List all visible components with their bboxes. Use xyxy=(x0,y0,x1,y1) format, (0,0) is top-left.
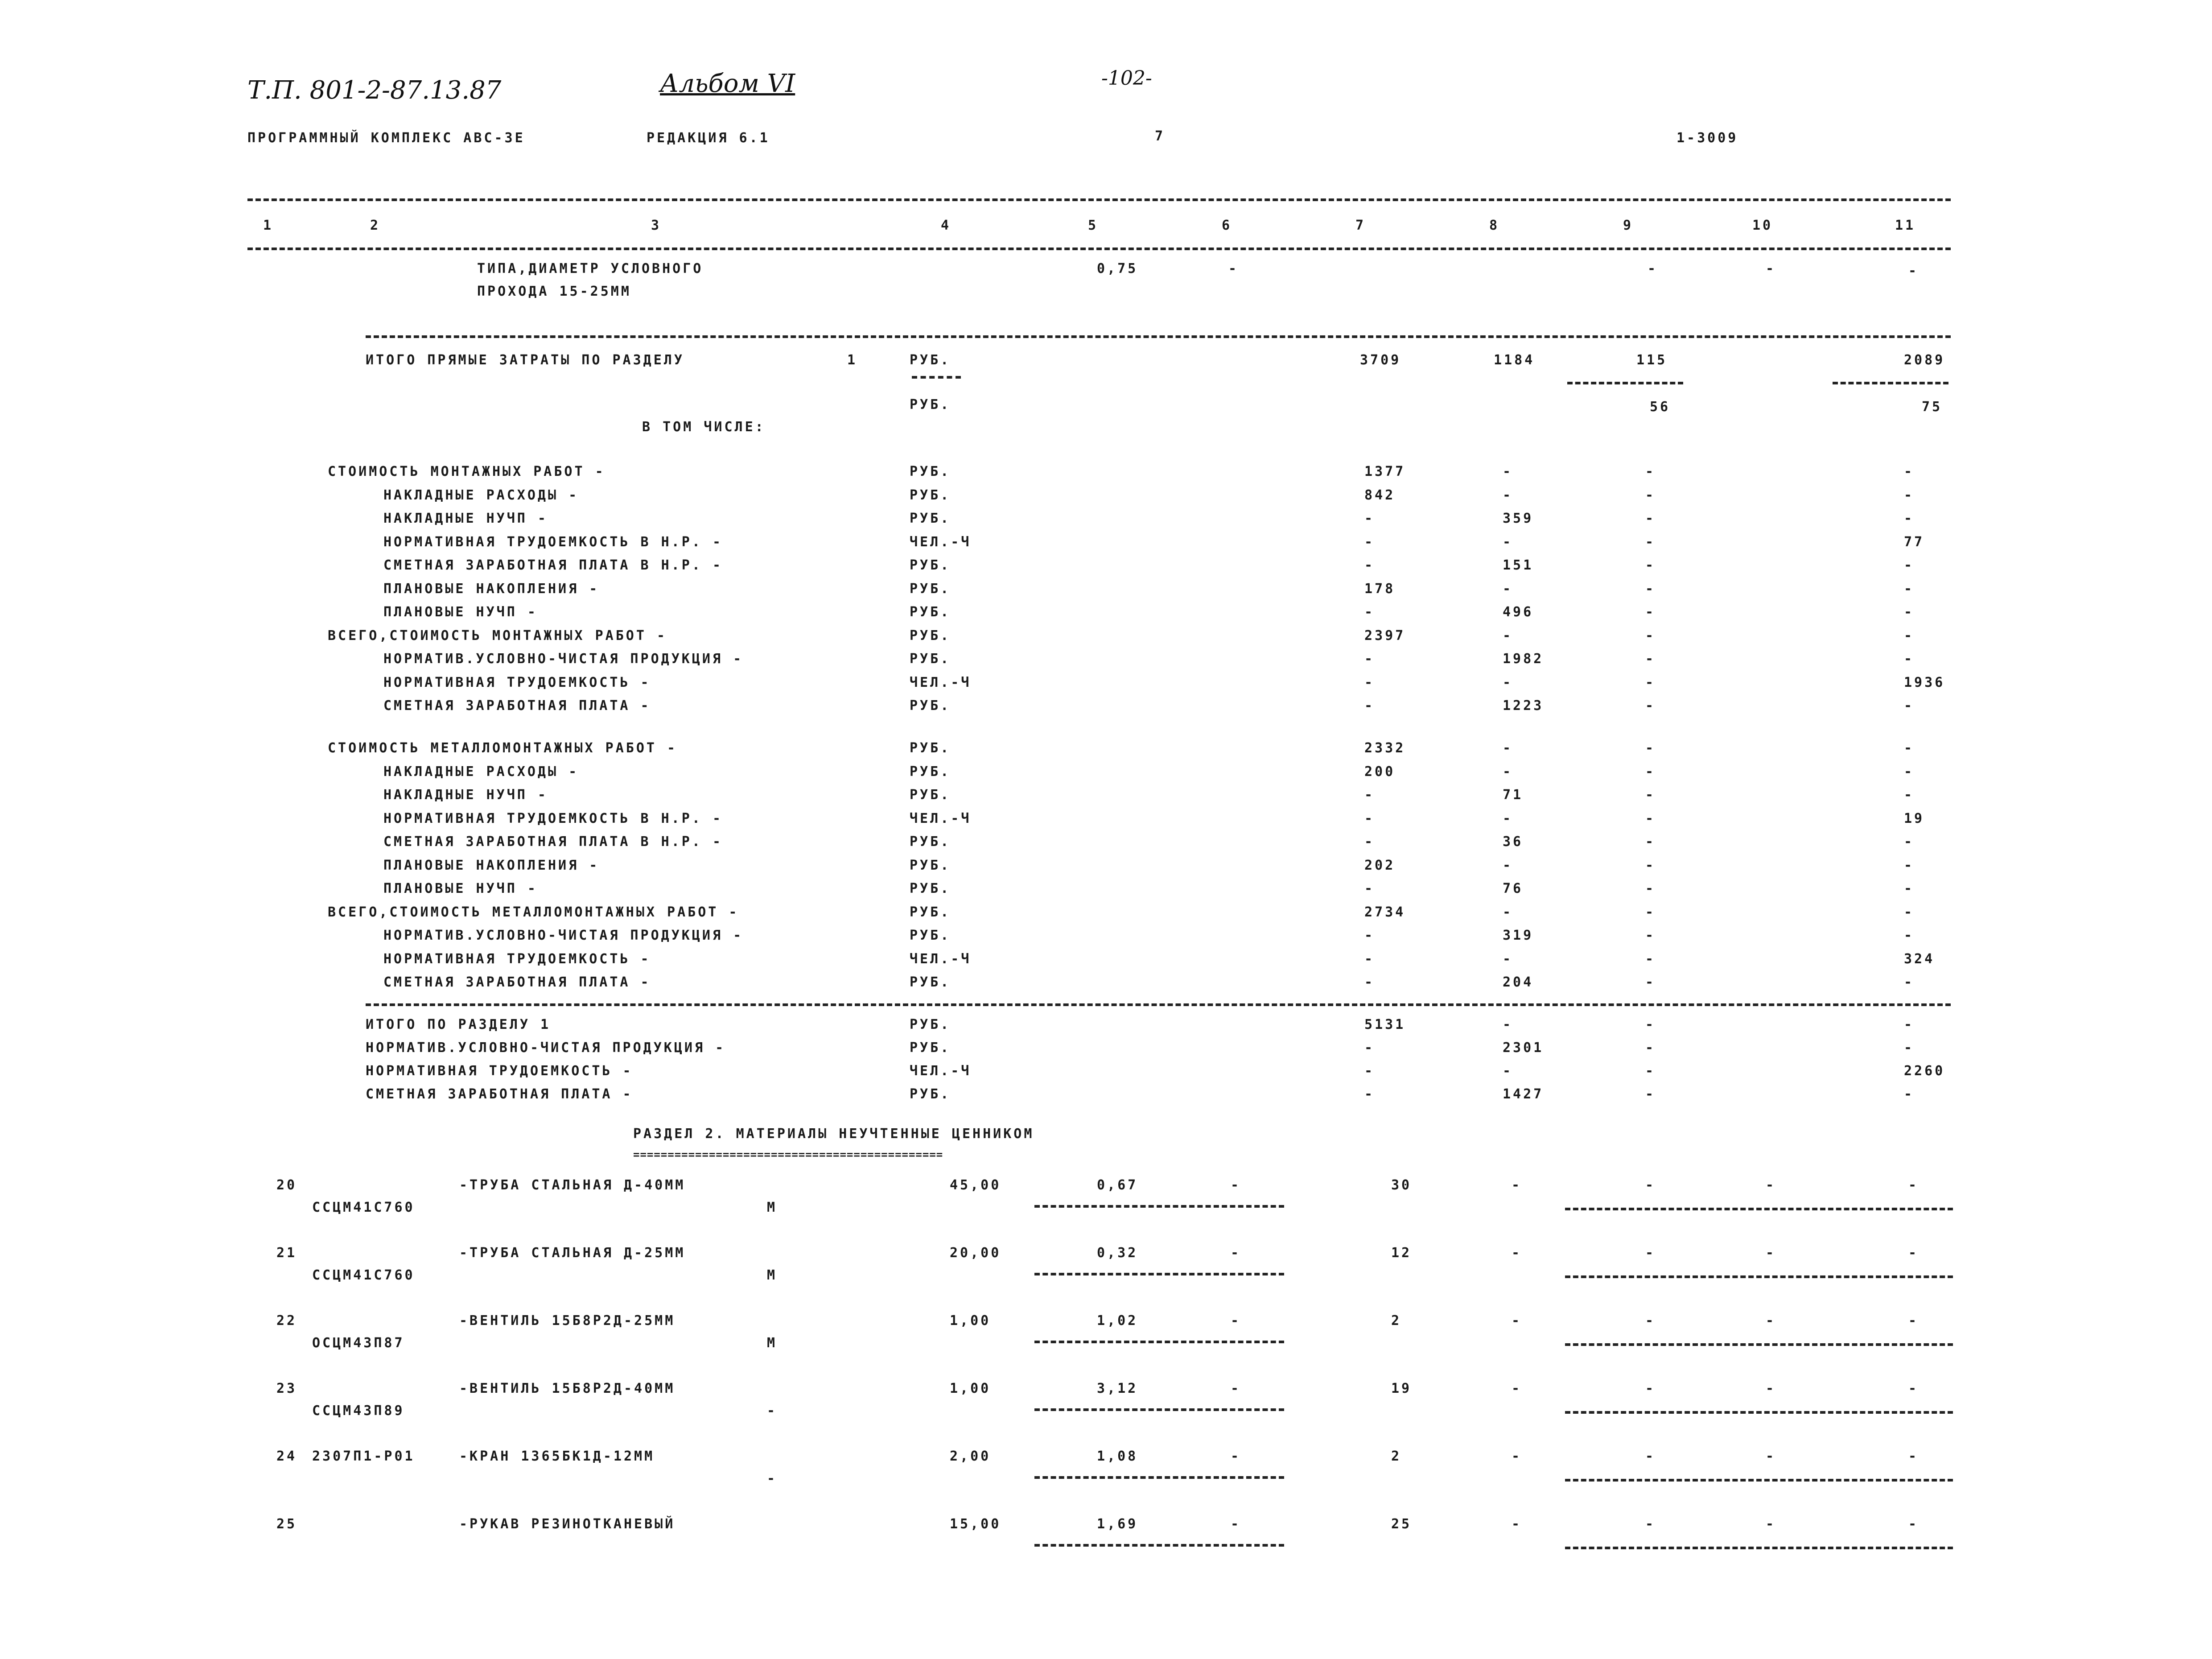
cost-row-c8: 76 xyxy=(1503,881,1524,896)
cost-row-label: НОРМАТИВНАЯ ТРУДОЕМКОСТЬ - xyxy=(383,674,651,690)
header-rule-top xyxy=(247,198,1951,201)
material-c9-dash: - xyxy=(1645,1245,1656,1261)
section-total-c8: - xyxy=(1503,1063,1513,1079)
cost-row-label: НОРМАТИВНАЯ ТРУДОЕМКОСТЬ В Н.Р. - xyxy=(383,534,723,550)
material-unit: М xyxy=(767,1267,778,1283)
total-direct-unit: РУБ. xyxy=(910,352,951,368)
material-price-rule xyxy=(1034,1544,1284,1547)
cost-row-c7: - xyxy=(1364,511,1375,526)
cost-row-label: НАКЛАДНЫЕ РАСХОДЫ - xyxy=(383,487,579,503)
material-c7: 2 xyxy=(1391,1313,1402,1329)
material-c10-dash: - xyxy=(1766,1516,1776,1532)
column-header-6: 6 xyxy=(1222,218,1232,233)
cost-row-c7: - xyxy=(1364,810,1375,826)
cost-row-c9: - xyxy=(1645,674,1656,690)
material-c7: 19 xyxy=(1391,1381,1412,1396)
cost-row-c11: 19 xyxy=(1904,810,1925,826)
cost-row-unit: РУБ. xyxy=(910,740,951,756)
material-c6: - xyxy=(1231,1245,1241,1261)
cost-row-c8: - xyxy=(1503,810,1513,826)
total-direct-c8: 1184 xyxy=(1494,352,1535,368)
material-name: -РУКАВ РЕЗИНОТКАНЕВЫЙ xyxy=(459,1516,676,1532)
cost-row-c11: - xyxy=(1904,604,1915,620)
cost-row-c7: - xyxy=(1364,557,1375,573)
material-c8: - xyxy=(1512,1177,1522,1193)
material-name: -ТРУБА СТАЛЬНАЯ Д-40ММ xyxy=(459,1177,686,1193)
section-total-unit: ЧЕЛ.-Ч xyxy=(910,1063,972,1079)
total-c11-rule xyxy=(1833,382,1948,384)
cost-row-c8: 1982 xyxy=(1503,651,1544,667)
total-direct-c9: 115 xyxy=(1636,352,1668,368)
cost-row-c7: - xyxy=(1364,974,1375,990)
section-total-c11: - xyxy=(1904,1040,1915,1056)
material-c9-dash: - xyxy=(1645,1449,1656,1464)
cost-row-label: СМЕТНАЯ ЗАРАБОТНАЯ ПЛАТА - xyxy=(383,698,651,714)
cost-row-c11: - xyxy=(1904,511,1915,526)
cost-row-c9: - xyxy=(1645,834,1656,850)
cost-row-c7: 178 xyxy=(1364,581,1396,597)
print-mark: 7 xyxy=(1155,128,1166,144)
material-num: 24 xyxy=(276,1449,297,1464)
material-code: ССЦМ41С760 xyxy=(312,1200,415,1215)
material-price: 3,12 xyxy=(1097,1381,1138,1396)
cost-row-c9: - xyxy=(1645,881,1656,896)
print-code: 1-3009 xyxy=(1677,130,1738,146)
cost-row-c7: - xyxy=(1364,787,1375,803)
cost-row-label: ПЛАНОВЫЕ НАКОПЛЕНИЯ - xyxy=(383,581,600,597)
cost-row-unit: РУБ. xyxy=(910,881,951,896)
material-price: 0,32 xyxy=(1097,1245,1138,1261)
cost-row-unit: РУБ. xyxy=(910,904,951,920)
material-c7: 25 xyxy=(1391,1516,1412,1532)
material-c10-dash: - xyxy=(1766,1245,1776,1261)
cost-row-label: НАКЛАДНЫЕ НУЧП - xyxy=(383,787,548,803)
top-item-c5: 0,75 xyxy=(1097,261,1138,276)
material-price-rule xyxy=(1034,1476,1284,1479)
cost-row-c9: - xyxy=(1645,951,1656,967)
cost-row-label: НОРМАТИВНАЯ ТРУДОЕМКОСТЬ - xyxy=(383,951,651,967)
material-num: 21 xyxy=(276,1245,297,1261)
section-total-c9: - xyxy=(1645,1086,1656,1102)
cost-row-c11: - xyxy=(1904,928,1915,943)
material-unit: - xyxy=(767,1471,778,1486)
material-unit: М xyxy=(767,1335,778,1351)
cost-row-unit: ЧЕЛ.-Ч xyxy=(910,810,972,826)
page-number: -102- xyxy=(1101,67,1152,90)
material-c11-dash: - xyxy=(1908,1449,1919,1464)
material-c6: - xyxy=(1231,1516,1241,1532)
cost-row-c11: 77 xyxy=(1904,534,1925,550)
cost-row-unit: РУБ. xyxy=(910,787,951,803)
cost-row-c7: 2734 xyxy=(1364,904,1406,920)
cost-row-label: СМЕТНАЯ ЗАРАБОТНАЯ ПЛАТА В Н.Р. - xyxy=(383,834,723,850)
cost-row-unit: РУБ. xyxy=(910,464,951,479)
cost-row-c11: - xyxy=(1904,464,1915,479)
section-total-c11: - xyxy=(1904,1086,1915,1102)
cost-row-unit: РУБ. xyxy=(910,651,951,667)
column-header-8: 8 xyxy=(1489,218,1500,233)
material-c11-dash: - xyxy=(1908,1245,1919,1261)
cost-row-c8: 204 xyxy=(1503,974,1534,990)
column-header-11: 11 xyxy=(1895,218,1916,233)
cost-row-label: ПЛАНОВЫЕ НУЧП - xyxy=(383,881,538,896)
total-unit-rule xyxy=(912,376,961,379)
section-total-label: НОРМАТИВНАЯ ТРУДОЕМКОСТЬ - xyxy=(366,1063,633,1079)
doc-code: Т.П. 801-2-87.13.87 xyxy=(247,76,502,105)
cost-row-unit: РУБ. xyxy=(910,698,951,714)
cost-row-c9: - xyxy=(1645,974,1656,990)
cost-row-unit: РУБ. xyxy=(910,487,951,503)
cost-row-c7: 200 xyxy=(1364,763,1396,780)
cost-row-c8: 1223 xyxy=(1503,698,1544,714)
section-total-c11: 2260 xyxy=(1904,1063,1945,1079)
cost-row-c8: 151 xyxy=(1503,557,1534,573)
material-qty: 45,00 xyxy=(950,1177,1001,1193)
material-qty: 15,00 xyxy=(950,1516,1001,1532)
cost-row-c7: - xyxy=(1364,951,1375,967)
material-c6: - xyxy=(1231,1313,1241,1329)
material-code: ССЦМ41С760 xyxy=(312,1267,415,1283)
cost-row-c7: - xyxy=(1364,534,1375,550)
material-c11-dash: - xyxy=(1908,1177,1919,1193)
top-item-c11: - xyxy=(1908,263,1919,279)
cost-row-c7: - xyxy=(1364,674,1375,690)
cost-row-unit: РУБ. xyxy=(910,763,951,780)
material-c6: - xyxy=(1231,1177,1241,1193)
cost-row-c11: - xyxy=(1904,651,1915,667)
cost-row-c8: 36 xyxy=(1503,834,1524,850)
material-price: 0,67 xyxy=(1097,1177,1138,1193)
section2-underline: ============================================= xyxy=(633,1148,943,1161)
material-num: 20 xyxy=(276,1177,297,1193)
total-direct-section: 1 xyxy=(847,352,858,368)
total-c9-rule xyxy=(1567,382,1683,384)
cost-row-c9: - xyxy=(1645,534,1656,550)
material-c8: - xyxy=(1512,1449,1522,1464)
cost-row-c11: - xyxy=(1904,857,1915,873)
cost-row-c11: - xyxy=(1904,581,1915,597)
material-right-rule xyxy=(1565,1479,1953,1482)
cost-row-c11: - xyxy=(1904,834,1915,850)
cost-row-c11: 1936 xyxy=(1904,674,1945,690)
cost-row-c8: - xyxy=(1503,763,1513,780)
section2-title: РАЗДЕЛ 2. МАТЕРИАЛЫ НЕУЧТЕННЫЕ ЦЕННИКОМ xyxy=(633,1126,1034,1142)
cost-row-c7: - xyxy=(1364,881,1375,896)
material-price: 1,02 xyxy=(1097,1313,1138,1329)
cost-row-c8: 71 xyxy=(1503,787,1524,803)
cost-row-c8: - xyxy=(1503,464,1513,479)
cost-row-c11: - xyxy=(1904,904,1915,920)
cost-row-c9: - xyxy=(1645,581,1656,597)
material-right-rule xyxy=(1565,1208,1953,1210)
cost-row-c7: - xyxy=(1364,698,1375,714)
cost-row-c9: - xyxy=(1645,604,1656,620)
cost-row-c9: - xyxy=(1645,651,1656,667)
cost-row-label: НОРМАТИВНАЯ ТРУДОЕМКОСТЬ В Н.Р. - xyxy=(383,810,723,826)
material-c9-dash: - xyxy=(1645,1177,1656,1193)
section-total-label: СМЕТНАЯ ЗАРАБОТНАЯ ПЛАТА - xyxy=(366,1086,633,1102)
material-price: 1,08 xyxy=(1097,1449,1138,1464)
cost-row-label: СТОИМОСТЬ МОНТАЖНЫХ РАБОТ - xyxy=(328,464,606,479)
cost-row-label: СТОИМОСТЬ МЕТАЛЛОМОНТАЖНЫХ РАБОТ - xyxy=(328,740,678,756)
material-num: 23 xyxy=(276,1381,297,1396)
cost-row-label: ПЛАНОВЫЕ НАКОПЛЕНИЯ - xyxy=(383,857,600,873)
total-direct-c11b: 75 xyxy=(1922,399,1943,415)
column-header-9: 9 xyxy=(1623,218,1634,233)
cost-row-c9: - xyxy=(1645,627,1656,644)
cost-row-label: НОРМАТИВ.УСЛОВНО-ЧИСТАЯ ПРОДУКЦИЯ - xyxy=(383,651,744,667)
material-c10-dash: - xyxy=(1766,1313,1776,1329)
column-header-2: 2 xyxy=(370,218,381,233)
cost-row-unit: РУБ. xyxy=(910,857,951,873)
material-price-rule xyxy=(1034,1205,1284,1208)
cost-row-unit: РУБ. xyxy=(910,928,951,943)
cost-row-c9: - xyxy=(1645,787,1656,803)
cost-row-label: СМЕТНАЯ ЗАРАБОТНАЯ ПЛАТА - xyxy=(383,974,651,990)
edition: РЕДАКЦИЯ 6.1 xyxy=(647,130,770,146)
material-c9-dash: - xyxy=(1645,1381,1656,1396)
cost-row-c11: 324 xyxy=(1904,951,1935,967)
section-total-c7: 5131 xyxy=(1364,1017,1406,1032)
top-item-c9: - xyxy=(1648,261,1658,276)
material-c7: 30 xyxy=(1391,1177,1412,1193)
material-right-rule xyxy=(1565,1275,1953,1278)
cost-row-c7: 1377 xyxy=(1364,464,1406,479)
material-c7: 12 xyxy=(1391,1245,1412,1261)
material-c8: - xyxy=(1512,1516,1522,1532)
cost-row-c11: - xyxy=(1904,557,1915,573)
cost-row-c11: - xyxy=(1904,881,1915,896)
material-c10-dash: - xyxy=(1766,1449,1776,1464)
cost-row-c9: - xyxy=(1645,763,1656,780)
cost-row-c8: - xyxy=(1503,674,1513,690)
header-rule-bottom xyxy=(247,248,1951,250)
cost-row-c11: - xyxy=(1904,763,1915,780)
cost-row-c7: - xyxy=(1364,928,1375,943)
material-unit: - xyxy=(767,1403,778,1419)
cost-row-c7: 202 xyxy=(1364,857,1396,873)
cost-row-c9: - xyxy=(1645,487,1656,503)
total-direct-c7: 3709 xyxy=(1360,352,1401,368)
cost-row-c8: 319 xyxy=(1503,928,1534,943)
cost-row-c9: - xyxy=(1645,464,1656,479)
cost-row-label: ВСЕГО,СТОИМОСТЬ МЕТАЛЛОМОНТАЖНЫХ РАБОТ - xyxy=(328,904,739,920)
material-price-rule xyxy=(1034,1408,1284,1411)
top-item-c6: - xyxy=(1228,261,1239,276)
cost-row-c11: - xyxy=(1904,740,1915,756)
cost-row-c8: - xyxy=(1503,487,1513,503)
material-name: -ТРУБА СТАЛЬНАЯ Д-25ММ xyxy=(459,1245,686,1261)
cost-row-label: ВСЕГО,СТОИМОСТЬ МОНТАЖНЫХ РАБОТ - xyxy=(328,627,667,644)
cost-row-label: НАКЛАДНЫЕ НУЧП - xyxy=(383,511,548,526)
column-header-5: 5 xyxy=(1088,218,1099,233)
cost-row-unit: ЧЕЛ.-Ч xyxy=(910,534,972,550)
cost-row-c8: - xyxy=(1503,951,1513,967)
cost-row-c11: - xyxy=(1904,698,1915,714)
section-total-c8: - xyxy=(1503,1017,1513,1032)
cost-row-c7: - xyxy=(1364,604,1375,620)
material-qty: 1,00 xyxy=(950,1313,991,1329)
material-c11-dash: - xyxy=(1908,1313,1919,1329)
material-c9-dash: - xyxy=(1645,1516,1656,1532)
material-name: -ВЕНТИЛЬ 15Б8Р2Д-25ММ xyxy=(459,1313,676,1329)
section-total-c7: - xyxy=(1364,1040,1375,1056)
top-item-line1: ТИПА,ДИАМЕТР УСЛОВНОГО xyxy=(477,261,704,276)
material-code: ССЦМ43П89 xyxy=(312,1403,405,1419)
cost-row-c9: - xyxy=(1645,557,1656,573)
cost-row-unit: РУБ. xyxy=(910,581,951,597)
cost-row-unit: РУБ. xyxy=(910,974,951,990)
column-header-10: 10 xyxy=(1752,218,1773,233)
top-item-line2: ПРОХОДА 15-25ММ xyxy=(477,284,631,299)
section-total-c9: - xyxy=(1645,1017,1656,1032)
including-label: В ТОМ ЧИСЛЕ: xyxy=(642,419,766,435)
top-item-c10: - xyxy=(1766,261,1776,276)
material-qty: 2,00 xyxy=(950,1449,991,1464)
cost-row-label: ПЛАНОВЫЕ НУЧП - xyxy=(383,604,538,620)
cost-row-unit: ЧЕЛ.-Ч xyxy=(910,951,972,967)
material-c7: 2 xyxy=(1391,1449,1402,1464)
cost-row-c7: 842 xyxy=(1364,487,1396,503)
cost-row-label: НАКЛАДНЫЕ РАСХОДЫ - xyxy=(383,763,579,780)
cost-row-label: НОРМАТИВ.УСЛОВНО-ЧИСТАЯ ПРОДУКЦИЯ - xyxy=(383,928,744,943)
cost-row-unit: РУБ. xyxy=(910,511,951,526)
total-rule-top xyxy=(366,335,1951,338)
material-qty: 1,00 xyxy=(950,1381,991,1396)
cost-row-c8: 496 xyxy=(1503,604,1534,620)
cost-row-c8: - xyxy=(1503,627,1513,644)
section-total-c9: - xyxy=(1645,1040,1656,1056)
material-c11-dash: - xyxy=(1908,1381,1919,1396)
section-total-c7: - xyxy=(1364,1086,1375,1102)
cost-row-c9: - xyxy=(1645,511,1656,526)
section-total-rule xyxy=(366,1003,1951,1006)
material-c11-dash: - xyxy=(1908,1516,1919,1532)
material-c8: - xyxy=(1512,1313,1522,1329)
cost-row-c11: - xyxy=(1904,787,1915,803)
cost-row-c7: - xyxy=(1364,651,1375,667)
material-price-rule xyxy=(1034,1273,1284,1275)
cost-row-c8: - xyxy=(1503,740,1513,756)
cost-row-c7: 2332 xyxy=(1364,740,1406,756)
section-total-label: НОРМАТИВ.УСЛОВНО-ЧИСТАЯ ПРОДУКЦИЯ - xyxy=(366,1040,726,1056)
material-name: -ВЕНТИЛЬ 15Б8Р2Д-40ММ xyxy=(459,1381,676,1396)
total-direct-label: ИТОГО ПРЯМЫЕ ЗАТРАТЫ ПО РАЗДЕЛУ xyxy=(366,352,684,368)
cost-row-c11: - xyxy=(1904,627,1915,644)
cost-row-c9: - xyxy=(1645,928,1656,943)
material-qty: 20,00 xyxy=(950,1245,1001,1261)
cost-row-c9: - xyxy=(1645,810,1656,826)
material-c6: - xyxy=(1231,1381,1241,1396)
cost-row-c9: - xyxy=(1645,698,1656,714)
material-c6: - xyxy=(1231,1449,1241,1464)
section-total-c9: - xyxy=(1645,1063,1656,1079)
material-c9-dash: - xyxy=(1645,1313,1656,1329)
program-name: ПРОГРАММНЫЙ КОМПЛЕКС АВС-3Е xyxy=(247,130,525,146)
material-code: 2307П1-Р01 xyxy=(312,1449,415,1464)
total-direct-unit2: РУБ. xyxy=(910,397,951,413)
album-label: Альбом VI xyxy=(660,69,795,98)
cost-row-unit: РУБ. xyxy=(910,557,951,573)
section-total-c7: - xyxy=(1364,1063,1375,1079)
material-c10-dash: - xyxy=(1766,1381,1776,1396)
material-name: -КРАН 1365БК1Д-12ММ xyxy=(459,1449,655,1464)
column-header-7: 7 xyxy=(1355,218,1366,233)
material-right-rule xyxy=(1565,1547,1953,1549)
column-header-3: 3 xyxy=(651,218,662,233)
cost-row-c8: 359 xyxy=(1503,511,1534,526)
cost-row-c9: - xyxy=(1645,904,1656,920)
cost-row-c11: - xyxy=(1904,974,1915,990)
material-price: 1,69 xyxy=(1097,1516,1138,1532)
material-right-rule xyxy=(1565,1343,1953,1346)
cost-row-c11: - xyxy=(1904,487,1915,503)
material-num: 25 xyxy=(276,1516,297,1532)
cost-row-unit: РУБ. xyxy=(910,834,951,850)
cost-row-unit: РУБ. xyxy=(910,604,951,620)
cost-row-unit: ЧЕЛ.-Ч xyxy=(910,674,972,690)
cost-row-c8: - xyxy=(1503,904,1513,920)
total-direct-c9b: 56 xyxy=(1650,399,1671,415)
section-total-unit: РУБ. xyxy=(910,1040,951,1056)
material-code: ОСЦМ43П87 xyxy=(312,1335,405,1351)
section-total-c11: - xyxy=(1904,1017,1915,1032)
cost-row-c9: - xyxy=(1645,857,1656,873)
section-total-c8: 1427 xyxy=(1503,1086,1544,1102)
material-price-rule xyxy=(1034,1341,1284,1343)
material-right-rule xyxy=(1565,1411,1953,1414)
total-direct-c11: 2089 xyxy=(1904,352,1945,368)
cost-row-c8: - xyxy=(1503,534,1513,550)
cost-row-unit: РУБ. xyxy=(910,627,951,644)
cost-row-c8: - xyxy=(1503,857,1513,873)
material-c8: - xyxy=(1512,1381,1522,1396)
cost-row-c9: - xyxy=(1645,740,1656,756)
cost-row-c7: - xyxy=(1364,834,1375,850)
section-total-c8: 2301 xyxy=(1503,1040,1544,1056)
material-num: 22 xyxy=(276,1313,297,1329)
material-c8: - xyxy=(1512,1245,1522,1261)
section-total-unit: РУБ. xyxy=(910,1086,951,1102)
cost-row-label: СМЕТНАЯ ЗАРАБОТНАЯ ПЛАТА В Н.Р. - xyxy=(383,557,723,573)
column-header-4: 4 xyxy=(941,218,952,233)
column-header-1: 1 xyxy=(263,218,274,233)
section-total-unit: РУБ. xyxy=(910,1017,951,1032)
section-total-label: ИТОГО ПО РАЗДЕЛУ 1 xyxy=(366,1017,551,1032)
material-unit: М xyxy=(767,1200,778,1215)
material-c10-dash: - xyxy=(1766,1177,1776,1193)
cost-row-c7: 2397 xyxy=(1364,627,1406,644)
cost-row-c8: - xyxy=(1503,581,1513,597)
